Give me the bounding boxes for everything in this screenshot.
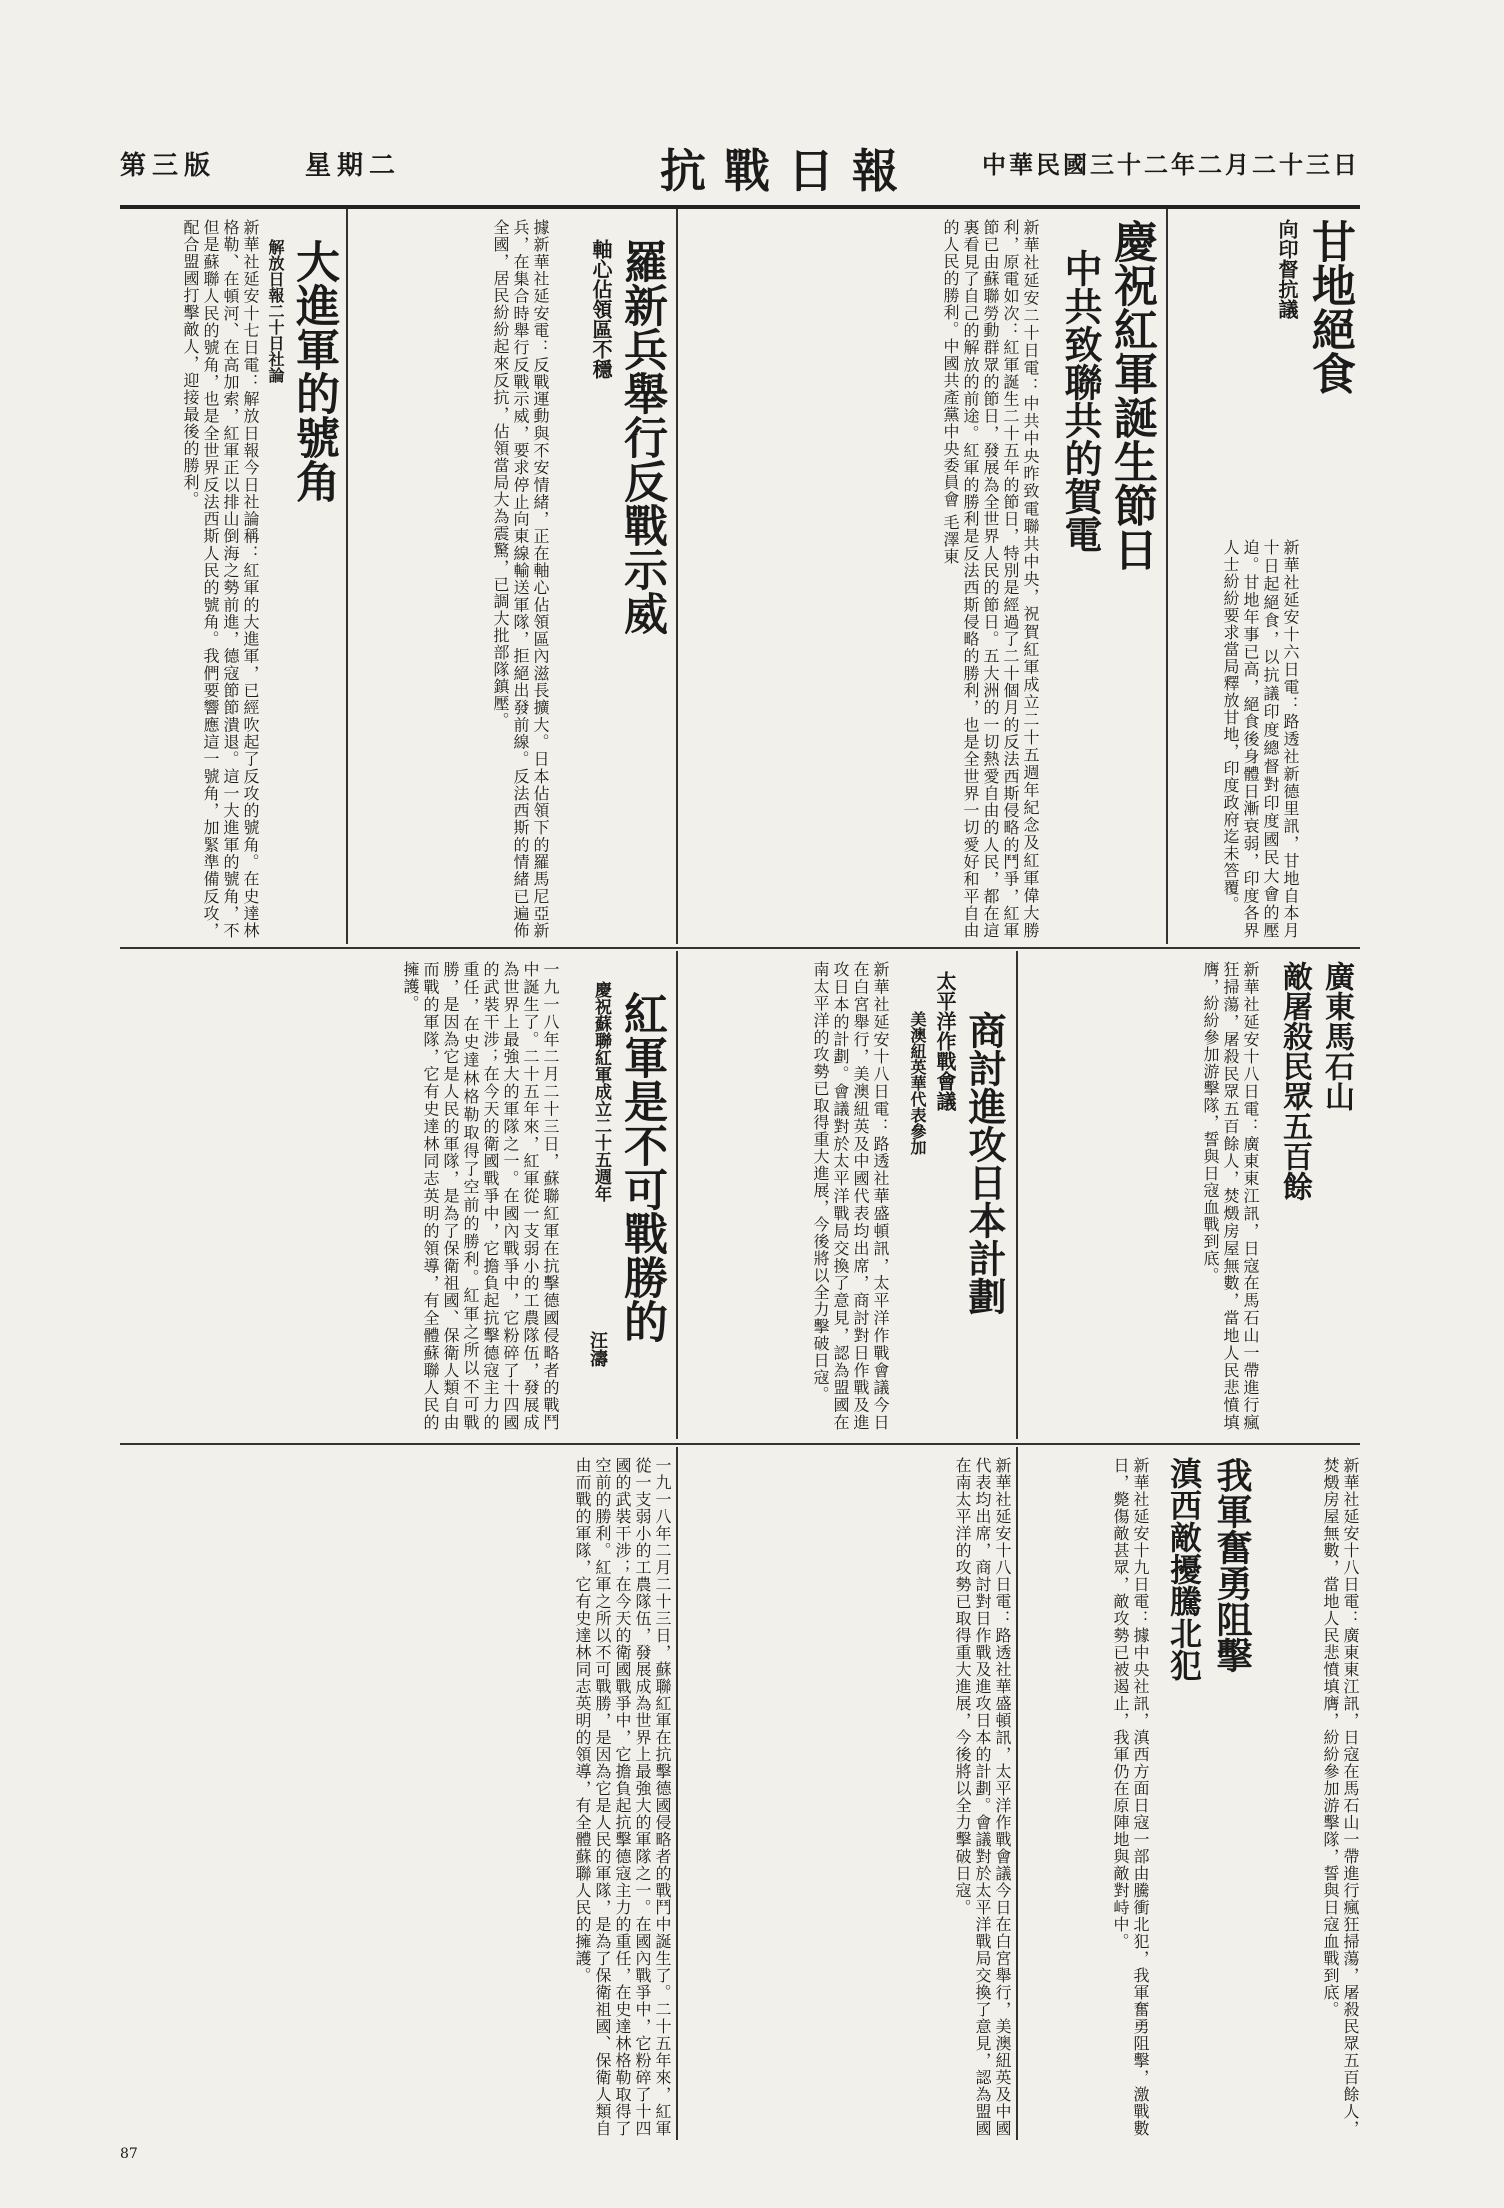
- article-bugle: [120, 209, 342, 944]
- column-rule: [676, 951, 678, 1439]
- body-invincible-continued: 一九一八年二月二十三日，蘇聯紅軍在抗擊德國侵略者的戰鬥中誕生了。二十五年來，紅軍從一支弱小的工農隊伍，發展成為世界上最強大的軍隊之一。在國內戰爭中，它粉碎了十四國的武裝干涉；在今天的衛國戰爭中，它擔負起抗擊德寇主力的重任，在史達林格勒取得了空前的勝利。紅軍之所以不可戰勝，是因為它是人民的軍隊，是為了保衛祖國、保衛人類自由而戰的軍隊，它有史達林同志英明的領導，有全體蘇聯人民的擁護。: [573, 1457, 672, 2137]
- folio-number: 87: [120, 2146, 138, 2162]
- body-guangdong-continued: 新華社延安十八日電：廣東東江訊，日寇在馬石山一帶進行瘋狂掃蕩，屠殺民眾五百餘人，焚燬房屋無數，當地人民悲憤填膺，紛紛參加游擊隊，誓與日寇血戰到底。: [1321, 1457, 1360, 2137]
- body-bugle: 新華社延安十七日電：解放日報今日社論稱：紅軍的大進軍，已經吹起了反攻的號角。在史達林格勒、在頓河、在高加索，紅軍正以排山倒海之勢前進，德寇節節潰退。這一大進軍的號角，不但是蘇聯人民的號角，也是全世界反法西斯人民的號角。我們要響應這一號角，加緊準備反攻，配合盟國打擊敵人，迎接最後的勝利。: [181, 219, 260, 939]
- body-troops-demo: 據新華社延安電：反戰運動與不安情緒，正在軸心佔領區內滋長擴大。日本佔領下的羅馬尼亞新兵，在集合時舉行反戰示威，要求停止向東線輸送軍隊，拒絕出發前線。反法西斯的情緒已遍佈全國，居民紛紛起來反抗，佔領當局大為震驚，已調大批部隊鎮壓。: [491, 219, 550, 939]
- subhead-invincible: 慶祝蘇聯紅軍成立二十五週年: [591, 981, 611, 1202]
- column-rule: [1166, 209, 1168, 944]
- column-rule: [346, 209, 348, 944]
- band-rule: [120, 1443, 1360, 1445]
- paper-title: 抗戰日報: [660, 144, 916, 198]
- subhead-gandhi: 向印督抗議: [1275, 219, 1299, 319]
- headline-bugle: 大進軍的號角: [288, 239, 339, 503]
- body-guangdong: 新華社延安十八日電：廣東東江訊，日寇在馬石山一帶進行瘋狂掃蕩，屠殺民眾五百餘人，焚燬房屋無數，當地人民悲憤填膺，紛紛參加游擊隊，誓與日寇血戰到底。: [1201, 961, 1260, 1431]
- subhead-red-army-day: 中共致聯共的賀電: [1058, 249, 1103, 553]
- page-content: [120, 209, 1360, 2140]
- column-rule: [676, 1447, 678, 2140]
- article-guangdong: [1020, 951, 1360, 1439]
- body-invincible: 一九一八年二月二十三日，蘇聯紅軍在抗擊德國侵略者的戰鬥中誕生了。二十五年來，紅軍從一支弱小的工農隊伍，發展成為世界上最強大的軍隊之一。在國內戰爭中，它粉碎了十四國的武裝干涉；在今天的衛國戰爭中，它擔負起抗擊德寇主力的重任，在史達林格勒取得了空前的勝利。紅軍之所以不可戰勝，是因為它是人民的軍隊，是為了保衛祖國、保衛人類自由而戰的軍隊，它有史達林同志英明的領導，有全體蘇聯人民的擁護。: [401, 961, 560, 1431]
- newspaper-page: [120, 135, 1360, 2162]
- author-invincible: 汪濤: [587, 1331, 608, 1367]
- article-invincible-continued: [120, 1447, 672, 2140]
- body-red-army-day: 新華社延安二十日電：中共中央昨致電聯共中央，祝賀紅軍成立二十五週年紀念及紅軍偉大勝利，原電如次：紅軍誕生二十五年的節日，特別是經過了二十個月的反法西斯侵略的鬥爭，紅軍節已由蘇聯勞動群眾的節日，發展為全世界人民的節日。五大洲的一切熱愛自由的人民，都在這裏看見了自己的解放的前途。紅軍的勝利是反法西斯侵略的勝利，也是全世界一切愛好和平自由的人民的勝利。中國共產黨中央委員會 毛澤東: [941, 219, 1040, 939]
- subhead-troops-demo: 軸心佔領區不穩: [589, 239, 613, 379]
- headline-gandhi: 甘地絕食: [1304, 219, 1355, 395]
- headline-yunnan: 我軍奮勇阻擊: [1211, 1457, 1253, 1673]
- headline-pacific: 商討進攻日本計劃: [962, 1011, 1007, 1315]
- headline-guangdong: 廣東馬石山: [1319, 961, 1354, 1111]
- column-rule: [676, 209, 678, 944]
- column-rule: [1016, 1447, 1018, 2140]
- headline-troops-demo: 羅新兵舉行反戰示威: [616, 239, 667, 635]
- article-pacific: [680, 951, 1012, 1439]
- subhead-bugle: 解放日報二十日社論: [266, 239, 285, 383]
- article-red-army-day: [680, 209, 1162, 944]
- subhead-pacific: 太平洋作戰會議: [933, 971, 957, 1111]
- body-gandhi: 新華社延安十六日電：路透社新德里訊，甘地自本月十日起絕食，以抗議印度總督對印度國民大會的壓迫。甘地年事已高，絕食後身體日漸衰弱，印度各界人士紛紛要求當局釋放甘地，印度政府迄未答覆。: [1221, 539, 1300, 939]
- article-invincible: [120, 951, 672, 1439]
- body-pacific: 新華社延安十八日電：路透社華盛頓訊，太平洋作戰會議今日在白宮舉行，美澳紐英及中國代表均出席，商討對日作戰及進攻日本的計劃。會議對於太平洋戰局交換了意見，認為盟國在南太平洋的攻勢已取得重大進展，今後將以全力擊破日寇。: [811, 961, 890, 1431]
- page-number-label: 第三版: [120, 151, 217, 181]
- article-yunnan: [1020, 1447, 1360, 2140]
- band-rule: [120, 947, 1360, 949]
- headline-red-army-day: 慶祝紅軍誕生節日: [1106, 219, 1157, 571]
- article-gandhi: [1170, 209, 1360, 944]
- masthead: [120, 135, 1360, 209]
- subhead-yunnan: 滇西敵擾騰北犯: [1165, 1457, 1203, 1681]
- article-pacific-continued: [680, 1447, 1012, 2140]
- column-rule: [1016, 951, 1018, 1439]
- subhead-guangdong: 敵屠殺民眾五百餘: [1277, 961, 1312, 1201]
- body-yunnan: 新華社延安十九日電：據中央社訊，滇西方面日寇一部由騰衝北犯，我軍奮勇阻擊，激戰數日，斃傷敵甚眾，敵攻勢已被遏止，我軍仍在原陣地與敵對峙中。: [1111, 1457, 1150, 2137]
- issue-date: 中華民國三十二年二月二十三日: [982, 150, 1360, 179]
- weekday-label: 星期二: [305, 151, 402, 181]
- subhead2-pacific: 美澳紐英華代表參加: [908, 1011, 927, 1155]
- headline-invincible: 紅軍是不可戰勝的: [616, 991, 667, 1343]
- article-troops-demo: [350, 209, 672, 944]
- body-pacific-continued: 新華社延安十八日電：路透社華盛頓訊，太平洋作戰會議今日在白宮舉行，美澳紐英及中國代表均出席，商討對日作戰及進攻日本的計劃。會議對於太平洋戰局交換了意見，認為盟國在南太平洋的攻勢已取得重大進展，今後將以全力擊破日寇。: [953, 1457, 1012, 2137]
